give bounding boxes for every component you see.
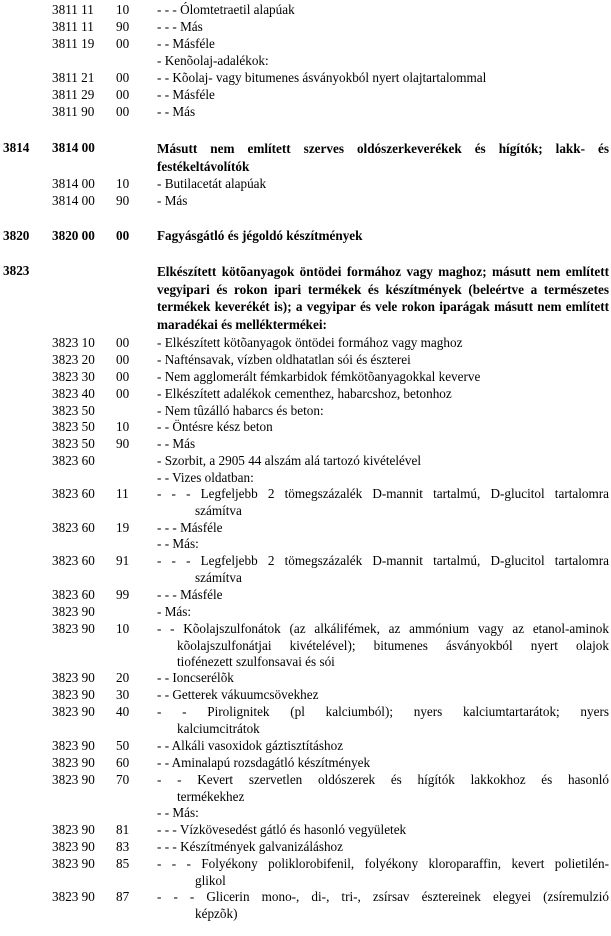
description-text: - Butilacetát alapúak: [157, 176, 267, 191]
suffix-code: 00: [116, 228, 130, 243]
description-text: - Elkészített adalékok cementhez, habarcshoz, betonhoz: [157, 386, 452, 401]
suffix-code: 00: [116, 104, 130, 119]
subheading-code: 3823 90: [52, 822, 95, 837]
description: [157, 536, 609, 553]
subheading-code: 3823 60: [52, 486, 95, 501]
description-text: - - - Ólomtetraetil alapúak: [157, 2, 295, 17]
description-continuation: kõolajszulfonátjai kivételével); bitumenes ásványokból nyert olajok: [177, 637, 609, 653]
description-continuation: képzõk): [195, 905, 238, 921]
description-text: - Más:: [157, 604, 192, 619]
description: [157, 587, 609, 604]
description-text: - - - Másféle: [157, 520, 223, 535]
description-text: - - Más:: [157, 536, 199, 551]
description-continuation: számítva: [195, 569, 242, 585]
description: [157, 263, 609, 333]
description: [157, 176, 609, 193]
suffix-code: 00: [116, 87, 130, 102]
heading-code: 3820: [3, 228, 30, 243]
description-text: Fagyásgátló és jégoldó készítmények: [157, 228, 363, 243]
description-continuation: tiofénezett szulfonsavai és sói: [177, 654, 335, 670]
subheading-code: 3823 90: [52, 839, 95, 854]
description-text: Elkészített kötõanyagok öntödei formához vagy maghoz; másutt nem említett vegyipari és rokon ipari termékek és készítmények (beleértve a természetes termékek keverékét is); a vegyipar és vele rokon iparágak másutt nem említett maradékai és melléktermékei:: [157, 264, 609, 332]
suffix-code: 19: [116, 520, 130, 535]
suffix-code: 90: [116, 193, 130, 208]
description-text: - - Más: [157, 436, 196, 451]
subheading-code: 3811 29: [52, 87, 95, 102]
subheading-code: 3823 50: [52, 436, 95, 451]
subheading-code: 3823 90: [52, 856, 95, 871]
description-text: - - - Más: [157, 19, 203, 34]
description: [157, 822, 609, 839]
suffix-code: 20: [116, 670, 130, 685]
subheading-code: 3823 60: [52, 587, 95, 602]
description-text: - - Kõolajszulfonátok (az alkálifémek, az ammónium vagy az etanol-aminok: [157, 621, 609, 636]
description-text: - Szorbit, a 2905 44 alszám alá tartozó kivételével: [157, 453, 422, 468]
description-text: - - Vizes oldatban:: [157, 470, 254, 485]
description: [157, 104, 609, 121]
description-text: - - Ioncserélõk: [157, 670, 234, 685]
description-text: - - Pirolignitek (pl kalciumból); nyers kalciumtartarátok; nyers: [157, 704, 609, 719]
description: [157, 738, 609, 755]
suffix-code: 50: [116, 738, 130, 753]
suffix-code: 90: [116, 436, 130, 451]
subheading-code: 3823 90: [52, 670, 95, 685]
suffix-code: 11: [116, 486, 129, 501]
subheading-code: 3823 40: [52, 386, 95, 401]
description-text: - - Öntésre kész beton: [157, 419, 273, 434]
suffix-code: 00: [116, 335, 130, 350]
description-text: - Elkészített kötõanyagok öntödei formához vagy maghoz: [157, 335, 463, 350]
subheading-code: 3823 60: [52, 520, 95, 535]
description: [157, 621, 609, 671]
description-text: - - Másféle: [157, 87, 215, 102]
description: [157, 386, 609, 403]
description: [157, 436, 609, 453]
subheading-code: 3823 50: [52, 419, 95, 434]
suffix-code: 99: [116, 587, 130, 602]
description-continuation: glikol: [195, 872, 226, 888]
subheading-code: 3811 19: [52, 36, 95, 51]
heading-code: 3814: [3, 140, 30, 155]
subheading-code: 3823 90: [52, 604, 95, 619]
suffix-code: 00: [116, 36, 130, 51]
subheading-code: 3811 21: [52, 70, 95, 85]
description-text: - - - Folyékony poliklorobifenil, folyékony kloroparaffin, kevert polietilén-: [157, 856, 609, 871]
suffix-code: 81: [116, 822, 130, 837]
suffix-code: 10: [116, 2, 130, 17]
description-text: - Nafténsavak, vízben oldhatatlan sói és észterei: [157, 352, 411, 367]
description-text: - - - Legfeljebb 2 tömegszázalék D-mannit tartalmú, D-glucitol tartalomra: [157, 486, 609, 501]
subheading-code: 3820 00: [52, 228, 95, 243]
subheading-code: 3823 10: [52, 335, 95, 350]
description: [157, 470, 609, 487]
description: [157, 604, 609, 621]
description-text: - Nem tûzálló habarcs és beton:: [157, 403, 324, 418]
description: [157, 856, 609, 889]
description-continuation: számítva: [195, 502, 242, 518]
description-continuation: termékekhez: [177, 788, 245, 804]
description-text: - - Kõolaj- vagy bitumenes ásványokból nyert olajtartalommal: [157, 70, 487, 85]
description: [157, 403, 609, 420]
description-continuation: kalciumcitrátok: [177, 720, 260, 736]
suffix-code: 87: [116, 889, 130, 904]
description: [157, 704, 609, 737]
suffix-code: 00: [116, 352, 130, 367]
subheading-code: 3811 11: [52, 19, 94, 34]
description: [157, 53, 609, 70]
description: [157, 70, 609, 87]
description: [157, 486, 609, 519]
description-text: - - Más:: [157, 805, 199, 820]
description-text: - - - Glicerin mono-, di-, tri-, zsírsav észtereinek elegyei (zsíremulzió: [157, 889, 609, 904]
subheading-code: 3823 30: [52, 369, 95, 384]
suffix-code: 00: [116, 369, 130, 384]
subheading-code: 3823 90: [52, 889, 95, 904]
description: [157, 839, 609, 856]
description: [157, 193, 609, 210]
description: [157, 889, 609, 922]
subheading-code: 3823 60: [52, 453, 95, 468]
description: [157, 335, 609, 352]
description: [157, 553, 609, 586]
description: [157, 352, 609, 369]
description-text: - Kenõolaj-adalékok:: [157, 53, 269, 68]
suffix-code: 10: [116, 419, 130, 434]
description: [157, 755, 609, 772]
subheading-code: 3814 00: [52, 193, 95, 208]
subheading-code: 3823 90: [52, 621, 95, 636]
description-text: - - Másféle: [157, 36, 215, 51]
description: [157, 520, 609, 537]
suffix-code: 40: [116, 704, 130, 719]
subheading-code: 3823 90: [52, 687, 95, 702]
subheading-code: 3823 50: [52, 403, 95, 418]
subheading-code: 3823 20: [52, 352, 95, 367]
description-text: - - Más: [157, 104, 196, 119]
suffix-code: 10: [116, 621, 130, 636]
description: [157, 805, 609, 822]
description-text: - - Alkáli vasoxidok gáztisztításhoz: [157, 738, 344, 753]
description-text: Másutt nem említett szerves oldószerkeverékek és hígítók; lakk- és festékeltávolítók: [157, 141, 609, 174]
suffix-code: 91: [116, 553, 130, 568]
description-text: - Más: [157, 193, 188, 208]
description-text: - - - Vízkövesedést gátló és hasonló vegyületek: [157, 822, 407, 837]
suffix-code: 60: [116, 755, 130, 770]
description: [157, 19, 609, 36]
description: [157, 453, 609, 470]
description: [157, 228, 609, 245]
description: [157, 772, 609, 805]
suffix-code: 00: [116, 386, 130, 401]
suffix-code: 90: [116, 19, 130, 34]
subheading-code: 3823 90: [52, 738, 95, 753]
description: [157, 87, 609, 104]
description-text: - - Kevert szervetlen oldószerek és hígítók lakkokhoz és hasonló: [157, 772, 609, 787]
suffix-code: 70: [116, 772, 130, 787]
suffix-code: 85: [116, 856, 130, 871]
subheading-code: 3823 90: [52, 772, 95, 787]
subheading-code: 3811 11: [52, 2, 94, 17]
description-text: - - - Legfeljebb 2 tömegszázalék D-mannit tartalmú, D-glucitol tartalomra: [157, 553, 609, 568]
description-text: - - - Készítmények galvanizáláshoz: [157, 839, 344, 854]
subheading-code: 3823 90: [52, 755, 95, 770]
description: [157, 2, 609, 19]
description-text: - - Aminalapú rozsdagátló készítmények: [157, 755, 371, 770]
subheading-code: 3814 00: [52, 176, 95, 191]
description: [157, 419, 609, 436]
subheading-code: 3814 00: [52, 140, 95, 155]
subheading-code: 3811 90: [52, 104, 95, 119]
subheading-code: 3823 90: [52, 704, 95, 719]
description-text: - Nem agglomerált fémkarbidok fémkötõanyagokkal keverve: [157, 369, 481, 384]
subheading-code: 3823 60: [52, 553, 95, 568]
description-text: - - Getterek vákuumcsövekhez: [157, 687, 319, 702]
suffix-code: 30: [116, 687, 130, 702]
description: [157, 369, 609, 386]
description: [157, 140, 609, 175]
description: [157, 670, 609, 687]
description-text: - - - Másféle: [157, 587, 223, 602]
suffix-code: 00: [116, 70, 130, 85]
description: [157, 687, 609, 704]
suffix-code: 10: [116, 176, 130, 191]
description: [157, 36, 609, 53]
suffix-code: 83: [116, 839, 130, 854]
heading-code: 3823: [3, 263, 30, 278]
